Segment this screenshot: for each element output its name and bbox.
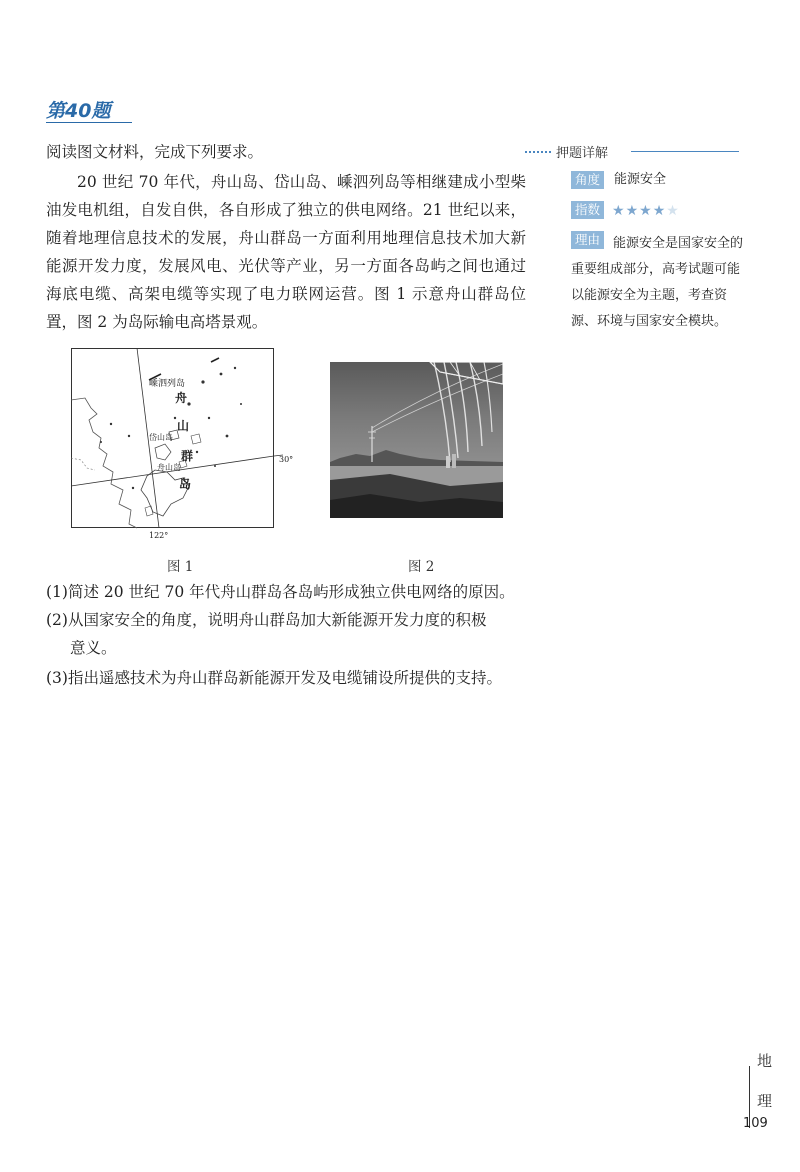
heading-dots	[525, 151, 551, 153]
label-longitude: 122°	[149, 531, 169, 540]
question-item-2-continued: 意义。	[70, 639, 117, 657]
label-daishan: 岱山岛	[149, 433, 173, 442]
reason-text	[571, 231, 746, 335]
label-dao: 岛	[179, 477, 192, 491]
label-shan: 山	[177, 419, 190, 433]
page-number: 109	[743, 1116, 768, 1131]
material-text: 20 世纪 70 年代，舟山岛、岱山岛、嵊泗列岛等相继建成小型柴油发电机组，自发自供，各自形成了独立的供电网络。21 世纪以来，随着地理信息技术的发展，舟山群岛一方面利用地理信息技术加大新能源开发力度，发展风电、光伏等产业，另一方面各岛屿之间也通过海底电缆、高架电缆等实现了电力联网运营。图 1 示意舟山群岛位置，图 2 为岛际输电高塔景观。	[46, 173, 526, 331]
star-icon: ★	[666, 203, 680, 219]
figure1-caption: 图 1	[167, 559, 194, 575]
figure2-photo	[330, 362, 503, 518]
reason-line-2: 重要组成部分，高考试题可能	[571, 262, 741, 277]
label-shengsi: 嵊泗列岛	[149, 379, 186, 389]
star-icon: ★	[612, 203, 626, 219]
subject-char-1: 地	[757, 1052, 773, 1070]
tower-photo-drawing	[330, 362, 503, 518]
question-item-1: (1)简述 20 世纪 70 年代舟山群岛各岛屿形成独立供电网络的原因。	[46, 583, 515, 601]
reason-line-1: 能源安全是国家安全的	[613, 236, 744, 251]
instruction-text: 阅读图文材料，完成下列要求。	[46, 143, 264, 161]
label-qun: 群	[181, 449, 194, 463]
index-tag: 指数	[571, 201, 604, 219]
map-drawing	[71, 348, 294, 540]
reason-line-4: 源、环境与国家安全模块。	[571, 314, 728, 329]
title-underline	[46, 122, 132, 123]
figure1-map	[71, 348, 294, 540]
angle-tag: 角度	[571, 171, 604, 189]
rating-stars	[612, 203, 680, 219]
star-icon: ★	[652, 203, 667, 219]
figure2-caption: 图 2	[408, 559, 435, 575]
star-icon: ★	[625, 203, 640, 219]
heading-rule	[631, 151, 739, 152]
question-item-3: (3)指出遥感技术为舟山群岛新能源开发及电缆铺设所提供的支持。	[46, 669, 502, 687]
label-zhoushan: 舟山岛	[157, 463, 181, 472]
material-paragraph	[46, 168, 526, 336]
label-zhou: 舟	[175, 391, 188, 405]
star-icon: ★	[639, 203, 653, 219]
reason-line-3: 以能源安全为主题，考查资	[571, 288, 728, 303]
label-latitude: 30°	[279, 455, 294, 464]
question-item-2: (2)从国家安全的角度，说明舟山群岛加大新能源开发力度的积极	[46, 611, 487, 629]
reason-tag: 理由	[571, 231, 604, 249]
sidebar-heading	[525, 142, 740, 162]
angle-value: 能源安全	[614, 172, 667, 187]
subject-char-2: 理	[757, 1092, 773, 1110]
sidebar-heading-label: 押题详解	[556, 146, 609, 161]
question-title: 第40题	[46, 100, 111, 122]
